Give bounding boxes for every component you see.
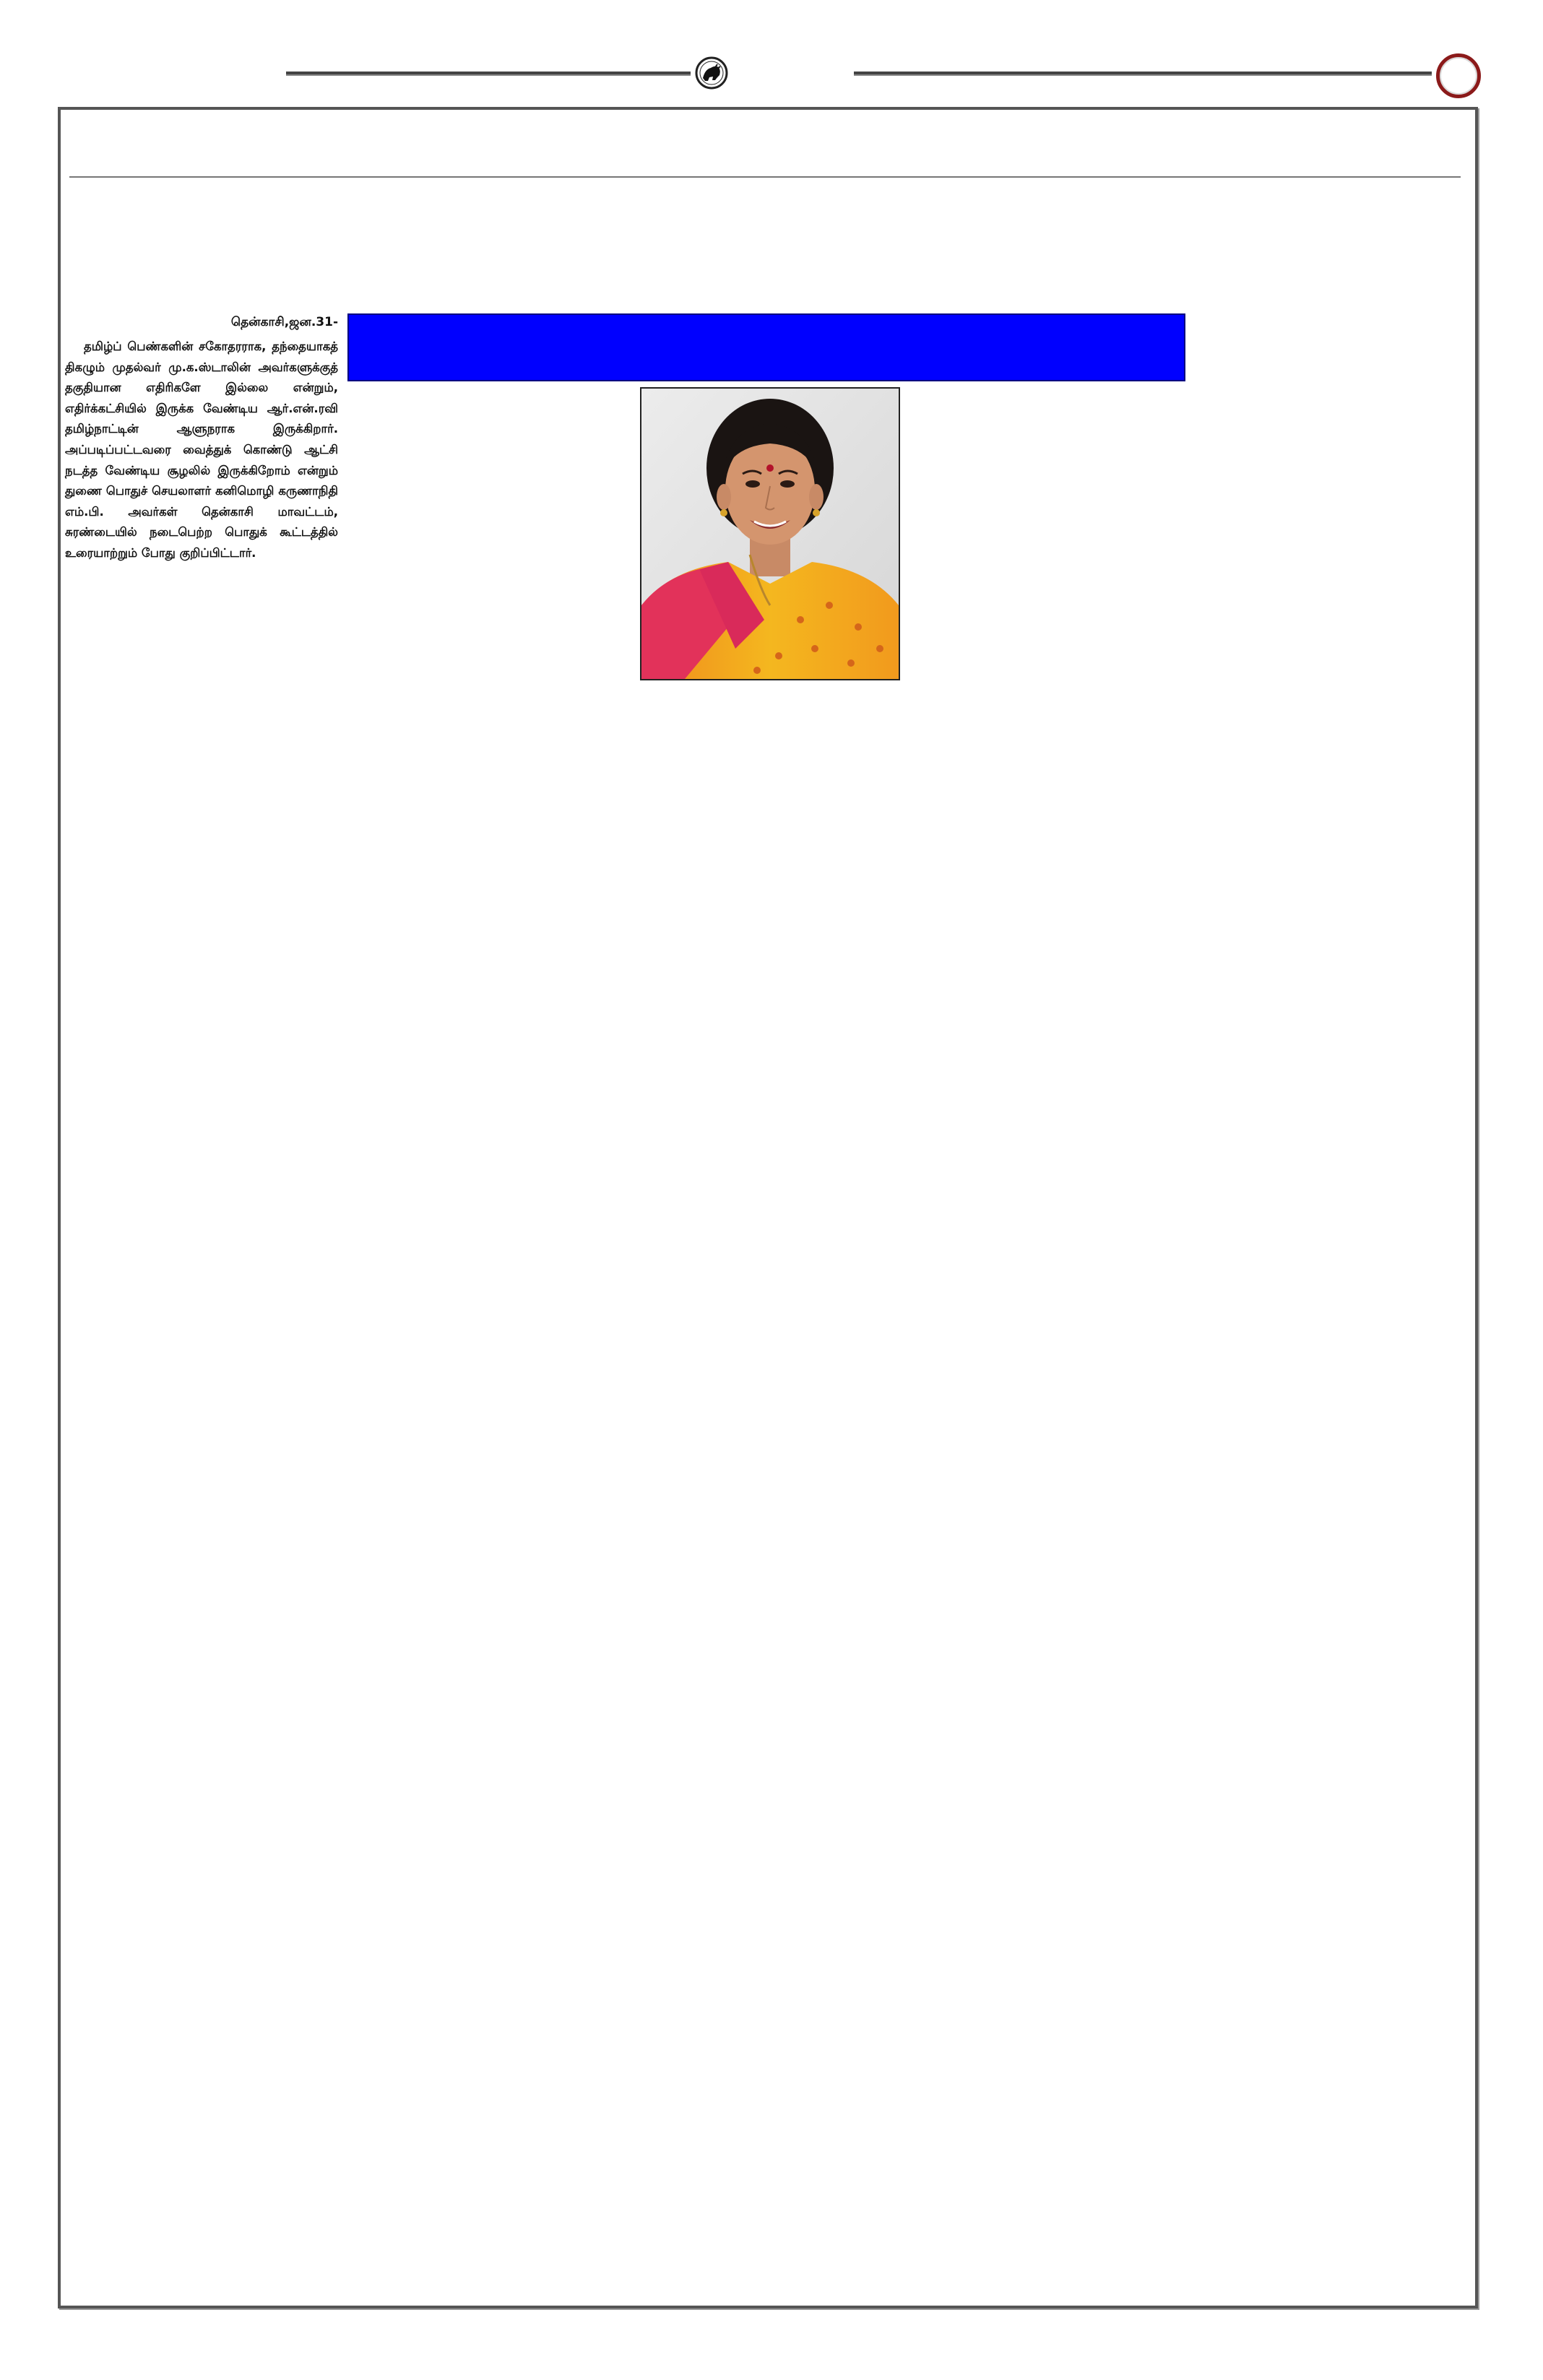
masthead-rule-left [286, 72, 691, 76]
page-number-badge [1436, 53, 1481, 98]
masthead-rule-right [854, 72, 1432, 76]
headline-band [347, 313, 1185, 381]
article-body: தமிழ்ப் பெண்களின் சகோதரராக, தந்தையாகத் திகழும் முதல்வர் மு.க.ஸ்டாலின் அவர்களுக்குத் தகுதியான எதிரிகளே இல்லை என்றும், எதிர்க்கட்சியில் இருக்க வேண்டிய ஆர்.என்.ரவி தமிழ்நாட்டின் ஆளுநராக இருக்கிறார். அப்படிப்பட்டவரை வைத்துக் கொண்டு ஆட்சி நடத்த வேண்டிய சூழலில் இருக்கிறோம் என்றும் துணை பொதுச் செயலாளர் கனிமொழி கருணாநிதி எம்.பி. அவர்கள் தென்காசி மாவட்டம், சுரண்டையில் நடைபெற்ற பொதுக் கூட்டத்தில் உரையாற்றும் போது குறிப்பிட்டார். [65, 339, 338, 560]
rising-sun-emblem-icon [695, 56, 728, 90]
portrait-photo [640, 387, 900, 680]
article-dateline: தென்காசி,ஜன.31- [230, 315, 338, 329]
portrait-illustration [641, 389, 899, 679]
header-divider [69, 176, 1461, 178]
article-headline [349, 315, 1184, 344]
